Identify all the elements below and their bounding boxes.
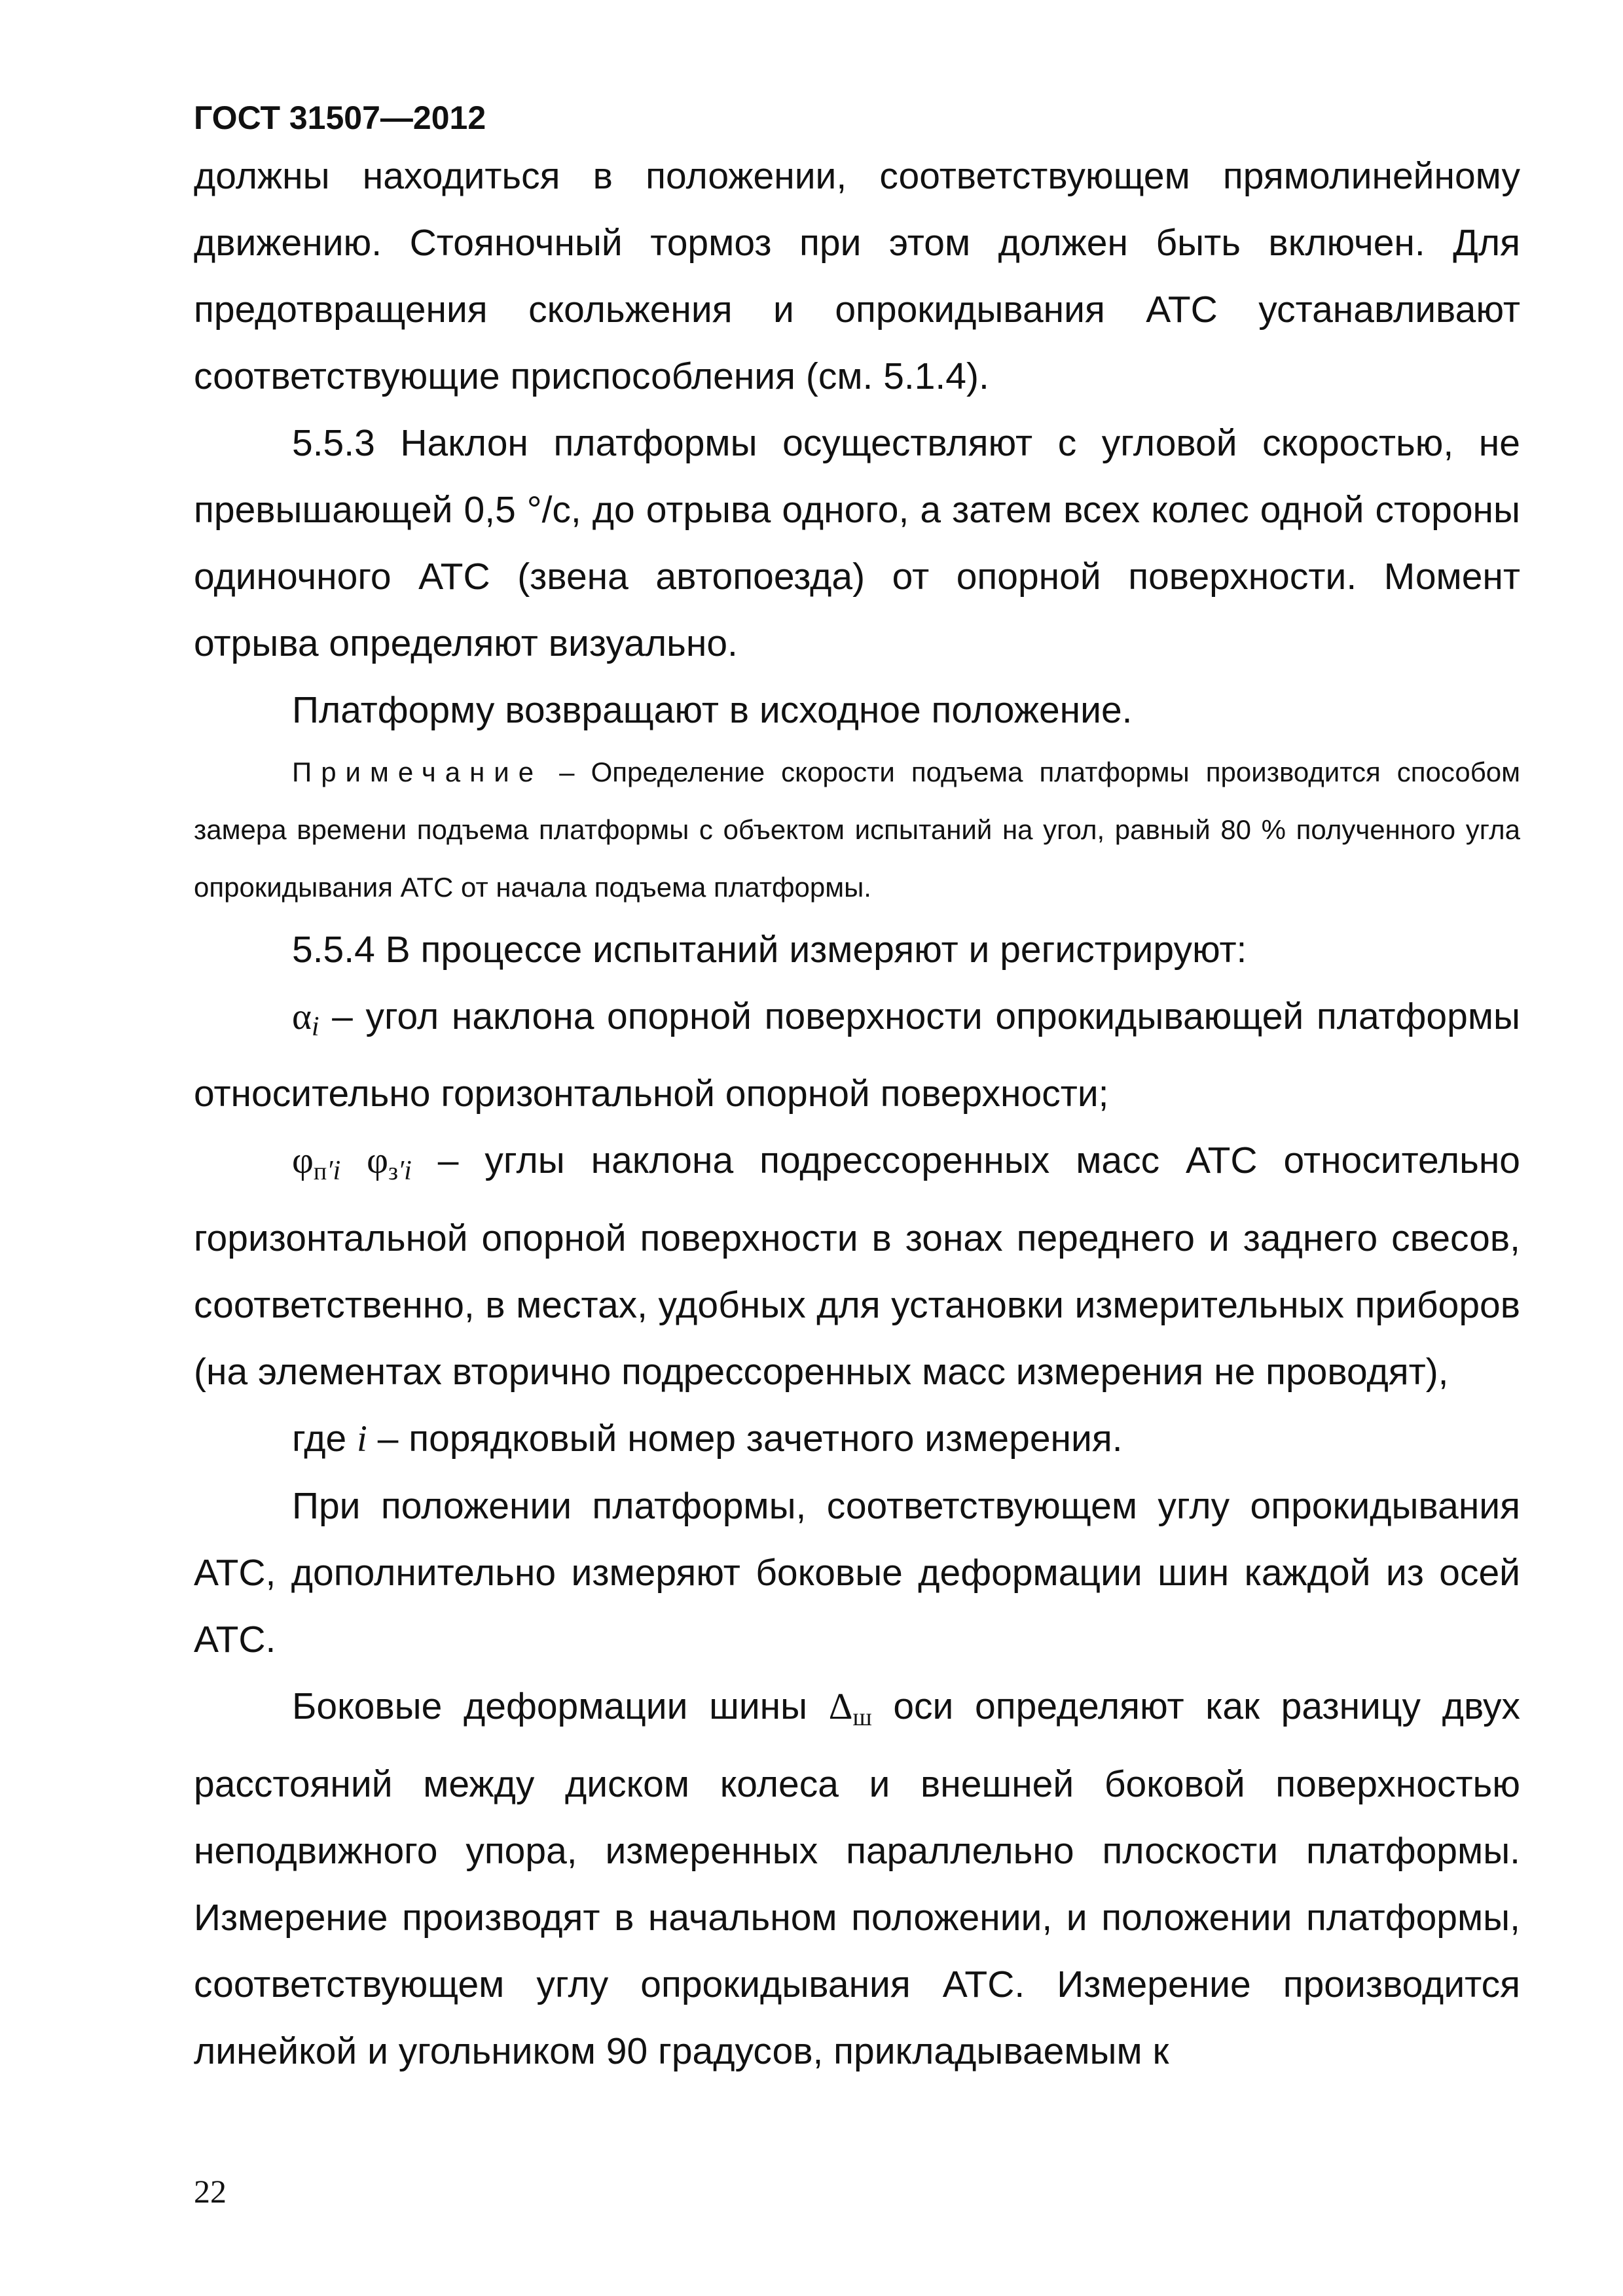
definition-alpha (194, 983, 1520, 1127)
note-label: Примечание (292, 757, 543, 787)
note-block (194, 744, 1520, 916)
where-index: i (357, 1418, 367, 1460)
phi-definition-text: – углы наклона подрессоренных масс АТС относительно горизонтальной опорной поверхности в зонах переднего и заднего свесов, соответственно, в местах, удобных для установки измерительных приборов (на элементах вторично подрессоренных масс измерения не проводят), (194, 1139, 1520, 1393)
definition-phi (194, 1127, 1520, 1405)
phi-rear-symbol: φ (367, 1140, 388, 1181)
alpha-index: i (311, 1012, 319, 1042)
phi-front-subscript: п (313, 1158, 327, 1185)
alpha-symbol: α (292, 996, 312, 1037)
phi-front-prime-index: ′i (327, 1156, 341, 1186)
note-text: – Определение скорости подъема платформы производится способом замера времени подъема платформы с объектом испытаний на угол, равный 80 % полученного угла опрокидывания АТС от начала подъема платформы. (194, 757, 1520, 903)
where-definition-text: – порядковый номер зачетного измерения. (367, 1418, 1123, 1460)
p6-end: оси определяют как разницу двух расстояний между диском колеса и внешней боковой поверхностью неподвижного упора, измеренных параллельно плоскости платформы. Измерение производят в начальном положении, и положении платформы, соответствующем углу опрокидывания АТС. Измерение производится линейкой и угольником 90 градусов, прикладываемым к (194, 1685, 1520, 2072)
phi-rear-subscript: з (388, 1158, 398, 1185)
paragraph-continuation: должны находиться в положении, соответствующем прямолинейному движению. Стояночный тормоз при этом должен быть включен. Для предотвращения скольжения и опрокидывания АТС устанавливают соответствующие приспособления (см. 5.1.4). (194, 155, 1520, 397)
alpha-definition-text: – угол наклона опорной поверхности опрокидывающей платформы относительно горизонтальной опорной поверхности; (194, 996, 1520, 1115)
where-prefix: где (292, 1418, 357, 1460)
delta-symbol: Δ (828, 1686, 853, 1727)
paragraph-return-platform: Платформу возвращают в исходное положение. (292, 689, 1133, 731)
document-page (194, 98, 1520, 2085)
paragraph-5-5-4: 5.5.4 В процессе испытаний измеряют и регистрируют: (292, 929, 1247, 971)
phi-front-symbol: φ (292, 1140, 314, 1181)
standard-header: ГОСТ 31507—2012 (194, 99, 486, 136)
page-number: 22 (194, 2173, 227, 2210)
definition-where-i (194, 1405, 1520, 1473)
paragraph-tire-deformation-method (194, 1673, 1520, 2085)
phi-rear-prime-index: ′i (397, 1156, 412, 1186)
paragraph-5-5-3: 5.5.3 Наклон платформы осуществляют с угловой скоростью, не превышающей 0,5 °/с, до отрыва одного, а затем всех колес одной стороны одиночного АТС (звена автопоезда) от опорной поверхности. Момент отрыва определяют визуально. (194, 422, 1520, 664)
paragraph-tire-deformation-measure: При положении платформы, соответствующем углу опрокидывания АТС, дополнительно измеряют боковые деформации шин каждой из осей АТС. (194, 1485, 1520, 1660)
delta-subscript: ш (852, 1704, 872, 1731)
p6-start: Боковые деформации шины (292, 1685, 829, 1727)
